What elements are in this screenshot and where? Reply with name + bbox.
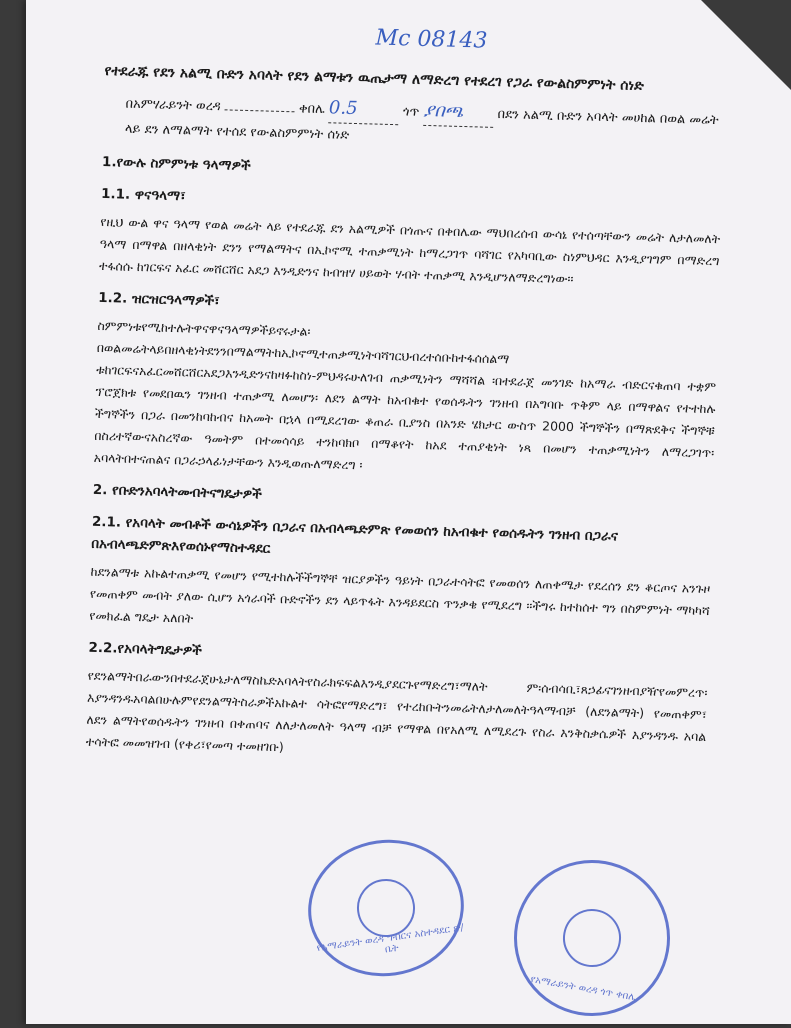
paragraph-1-1: የዚህ ውል ዋና ዓላማ የወል መሬት ላይ የተደራጁ ደን አልሚዎች በጎጡና በቀበሌው ማህበረሰብ ውሳኔ የተሰጣቸውን መሬት ለታለመለት ዓላማ በማዋል በዘላቂነት ደንን የማልማትና በኢኮኖሚ ተጠቃሚነት ከማረጋገጥ ባሻገር የአካባቢው ስነምህዳር እንዲያገግም በማድረግ ተፋሰሱ ከገርፍና አፈር መሸርሸር አደጋ እንዲድንና ከብዝሃ ሀይወት ሃብት ተጠቃሚ እንዲሆንለማድረግነው፡፡ xyxy=(98,213,721,287)
stamp-right-text: የአማራይንት ወረዳ ጎጥ ቀበሌ xyxy=(529,974,637,1004)
kebele-value: 0.5 xyxy=(328,97,358,120)
paragraph-2-1: ከደንልማቱ አኩልተጠቃሚ የመሆን የሚተከሉችችግኞቸ ዝርያዎችን ዓይነት በጋራተሳትፎ የመወሰን ለጠቀሜታ የደረሰን ደን ቆርጦና አንጉዞ የመጠቀም መብት ያለው ሲሆን አጎራባች ቡድኖችን ደን ላይጥፋት እንዳይደርስ ጥንቃቄ የሚደረግ ፡፡ችግሩ ከተከሰተ ግን በስምምነት ማካካሻ የመክፈል ግዴታ አለበት xyxy=(89,563,711,626)
document-content xyxy=(85,20,725,776)
kebele-label: ቀበሌ xyxy=(298,101,325,118)
section-heading-1: 1.የውሉ ስምምነቱ ዓላማዎች xyxy=(101,153,251,175)
document-page xyxy=(26,0,791,1024)
section-heading-1-2: 1.2. ዝርዝርዓላማዎች፣ xyxy=(98,289,220,310)
section-heading-2-1: 2.1. የአባላት መብቶች ውሳኔዎችን በጋራና በአብላጫድምጽ የመወሰን ከአብቁተ የወሰዱትን ገንዘብ በጋራና በአብላጫድምጽእየወሰኑየማስተዳደር xyxy=(91,513,619,557)
paragraph-1-2: ስምምነቱየሚከተሉትዋናዋናዓላማዎችይኖሩታል፡ በወልመሬትላይበዘላቂነትደንንበማልማትከኢኮኖሚተጠቃሚነትባሻገርህብረተሰቡከተፋሰሰልማ ቱከገርፍናአፈርመሸርሸርአደጋእንዲድንናከዛፉከስነ-ምህዳሩሁለገብ ጠቃሚነትን ማሻሻል ፡በተደራጀ መንገድ ከአማራ ብድርናቁጠባ ተቋም ፕሮጀክቱ የመደበዉን ገንዘብ ተጠቃሚ ለመሆን፡ ለደን ልማት ከአብቁተ የወሰዱትን ገንዘብ በአግባቡ ጥቅም ላይ በማዋልና የተተከሉ ችግኞችን በጋራ በመንከባከብና ከአመት በኋላ በሚደረገው ቆጠራ ቢያንስ በአንድ ሄክታር ውስጥ 2000 ችግኞችን በማጽደቅና ችግኞቹ በስሪተኛውናአስረኛው ዓመትም በተመሳሳይ ተንከባክቦ በማቆየት ከአደ ተጠያቂነት ነጻ በመሆን ተጠቃሚነትን ለማረጋገጥ፡ አባላትበተናጠልና በጋራኃላፊነታቸውን እንዲወጡለማድረግ ፡ xyxy=(93,317,717,473)
got-label: ጎጥ xyxy=(402,104,420,120)
handwritten-reference: Mc 08143 xyxy=(375,25,488,54)
stamp-left-text: የአማራይንት ወረዳ ግብርና አስተዳደር ጽ/ቤት xyxy=(316,922,465,956)
paragraph-2-2: የደንልማትበራውንበተደራጀሁኔታለማስኬድአባላትየስራክፍፍልእንዲያደርጉየማድረግ፣ማለት ም፡ሰብሳቢ፣ጸኃፊናገንዘብያዥየመምረጥ፡እያንዳንዱአባልበሁሉምየደንልማትስራዎችአኩልተ ሳትፎየማድረግ፣ የተረከቡትንመሬትለታለመለትዓላማብቻ (ለደንልማት) የመጠቀም፣ ለደን ልማትየወሰዱትን ገንዘብ በቀጠባና ለለታለመለት ዓላማ ብቻ የማዋል በየአለሚ ለሚደረጉ የስራ እንቅስቃሴዎች እያንዳንዱ አባል ተሳትፎ መመዝገብ (የቀሪ፣የመጣ ተመዘገቡ) xyxy=(85,667,708,755)
woreda-label: በአምሃራይንት ወረዳ xyxy=(125,96,221,115)
stamp-emblem-icon xyxy=(558,904,625,971)
section-heading-1-1: 1.1. ዋናዓላማ፣ xyxy=(100,185,186,205)
official-stamp-right xyxy=(502,848,683,1028)
woreda-blank xyxy=(225,109,295,112)
official-stamp-left xyxy=(299,830,472,986)
location-field-line xyxy=(125,91,724,159)
section-heading-2-2: 2.2.የአባላትግዴታዎች xyxy=(88,639,203,659)
field-line-suffix: በደን አልሚ ቡድን አባላት መሀከል በወል መሬት ላይ ደን ለማልማት የተሰደ የውልስምምነት ሰነድ xyxy=(124,106,719,143)
section-heading-2: 2. የቡድንአባላትመብትናግዴታዎች xyxy=(92,481,262,503)
got-value: ያበጫ xyxy=(423,99,464,123)
document-title: የተደራጁ የደን አልሚ ቡድን አባላት የደን ልማቱን ዉጤታማ ለማድረግ የተደረገ የጋራ የውልስምምነት ሰነድ xyxy=(104,62,644,95)
